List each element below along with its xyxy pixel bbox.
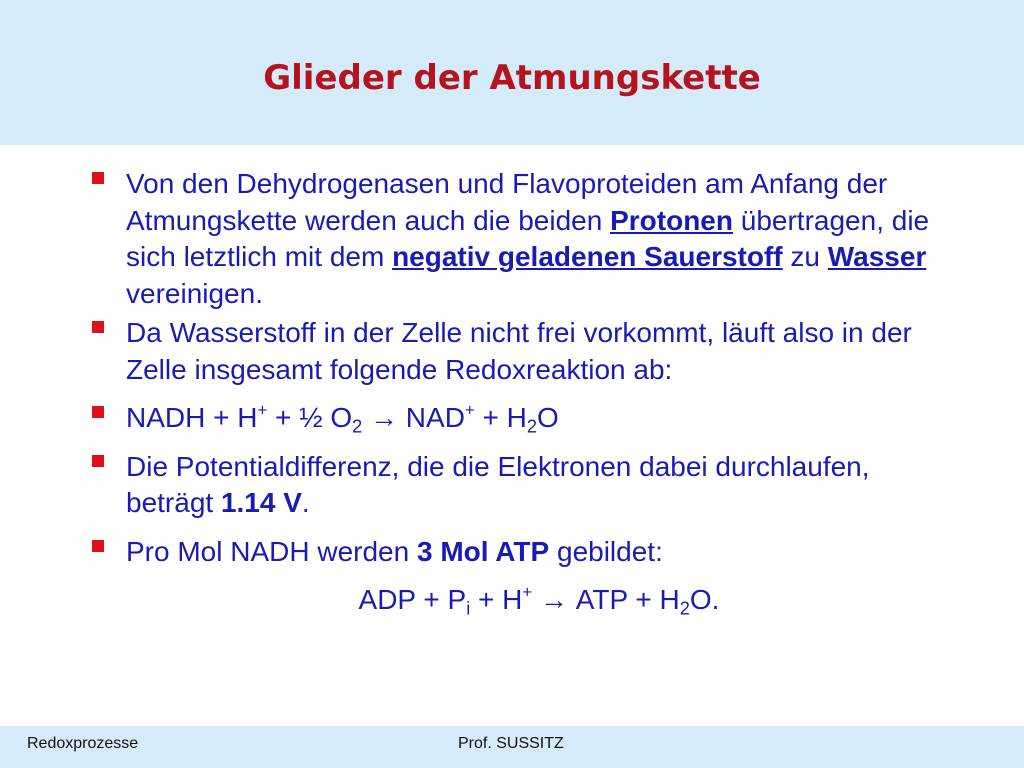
bullet-1-wasser: Wasser [827,241,927,272]
eq1-sup1: + [257,400,268,420]
bullet-item-2 [92,315,952,388]
eq2-part3: ATP + H [575,584,680,615]
bullet-item-1 [92,166,952,312]
arrow-icon: → [532,584,576,615]
bullet-1-protonen: Protonen [610,204,733,236]
eq1-part5: O [537,402,559,433]
bullet-5-text-b: gebildet: [549,535,663,567]
eq2-sub1: i [466,598,471,619]
eq2-part1: ADP + P [358,584,467,615]
equation-atp [92,582,952,619]
bullet-square-icon [92,455,104,467]
footer-left-text: Redoxprozesse [27,735,139,752]
bullet-square-icon [92,321,104,333]
bullet-4-voltage: 1.14 V [220,487,302,518]
eq2-part2: + H [470,584,523,615]
eq2-sub2: 2 [679,598,690,619]
eq1-part4: + H [474,402,527,433]
eq2-sup1: + [522,582,533,602]
bullet-5-text-a: Pro Mol NADH werden [126,535,417,567]
arrow-icon: → [362,402,406,433]
bullet-item-3-equation [92,400,952,437]
bullet-4-text-a: Die Potentialdifferenz, die die Elektronen dabei durchlaufen, beträgt [126,450,870,518]
bullet-4-text-b: . [301,487,310,518]
bullet-5-atp: 3 Mol ATP [416,535,550,567]
bullet-item-5 [92,534,952,571]
eq1-sup2: + [464,400,475,420]
bullet-1-text-b: übertragen, die sich letztlich mit dem [126,204,930,272]
footer-author: Prof. SUSSITZ [458,735,564,752]
eq1-part3: NAD [405,402,465,433]
bullet-1-sauerstoff: negativ geladenen Sauerstoff [392,241,783,272]
eq1-part1: NADH + H [126,402,258,433]
slide-title: Glieder der Atmungskette [263,58,761,98]
bullet-1-text-c: zu [782,241,828,272]
slide-content [92,166,952,647]
eq1-sub2: 2 [526,416,537,437]
bullet-2-text: Da Wasserstoff in der Zelle nicht frei vorkommt, läuft also in der Zelle insgesamt folgende Redoxreaktion ab: [126,317,912,385]
bullet-item-4 [92,449,952,522]
bullet-square-icon [92,172,104,184]
bullet-1-text-a: Von den Dehydrogenasen und Flavoproteiden am Anfang der Atmungskette werden auch die beiden [126,168,888,236]
bullet-square-icon [92,406,104,418]
eq2-part4: O. [689,584,720,615]
bullet-1-text-d: vereinigen. [126,277,263,309]
eq1-part2: + ½ O [267,402,353,433]
bullet-square-icon [92,540,104,552]
eq1-sub1: 2 [352,416,363,437]
